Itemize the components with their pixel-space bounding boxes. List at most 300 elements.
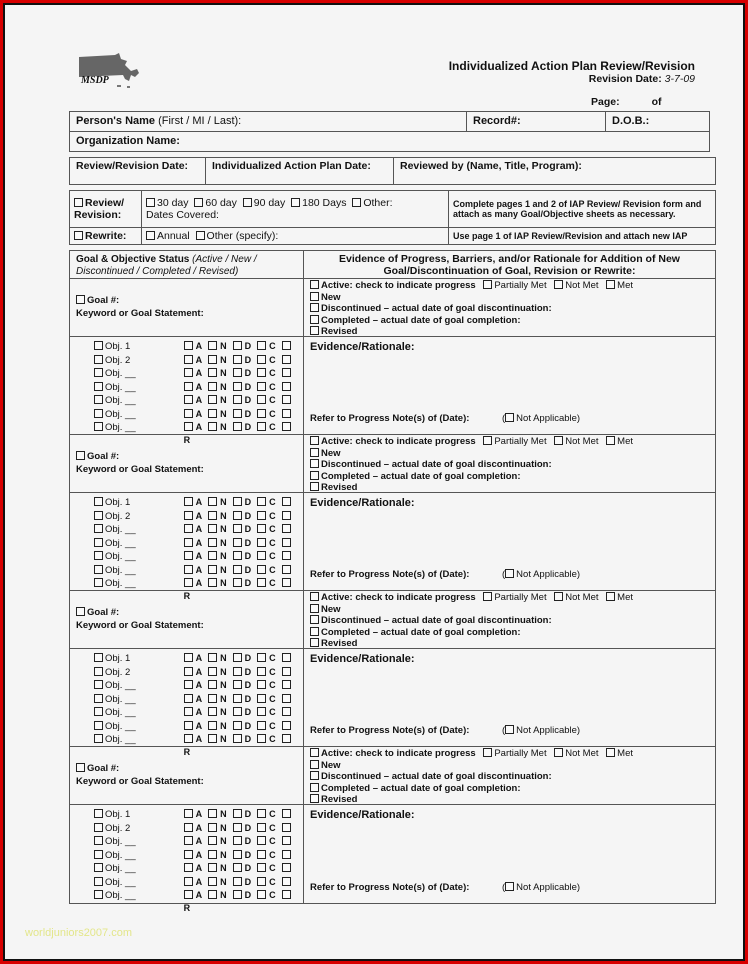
active-checkbox[interactable]: [310, 436, 319, 445]
status-code-option[interactable]: N: [208, 694, 230, 704]
status-code-checkbox[interactable]: [233, 395, 242, 404]
status-code-option[interactable]: A: [184, 578, 206, 588]
status-code-checkbox[interactable]: [208, 368, 217, 377]
goal-checkbox[interactable]: [76, 607, 85, 616]
objective-checkbox[interactable]: [94, 565, 103, 574]
status-code-checkbox[interactable]: [233, 551, 242, 560]
status-code-option[interactable]: D: [233, 565, 255, 575]
status-code-option[interactable]: A: [184, 497, 206, 507]
objective-checkbox[interactable]: [94, 863, 103, 872]
status-code-option[interactable]: N: [208, 653, 230, 663]
status-code-option[interactable]: R: [184, 422, 294, 445]
status-code-option[interactable]: A: [184, 565, 206, 575]
objective-checkbox[interactable]: [94, 355, 103, 364]
status-code-checkbox[interactable]: [282, 823, 291, 832]
status-code-option[interactable]: D: [233, 395, 255, 405]
reviewed-by-field[interactable]: Reviewed by (Name, Title, Program):: [394, 158, 716, 185]
status-code-checkbox[interactable]: [208, 809, 217, 818]
status-code-option[interactable]: C: [257, 511, 279, 521]
objective-checkbox[interactable]: [94, 823, 103, 832]
evidence-rationale-field[interactable]: [304, 493, 715, 590]
status-code-option[interactable]: N: [208, 382, 230, 392]
status-code-checkbox[interactable]: [208, 565, 217, 574]
status-code-option[interactable]: C: [257, 680, 279, 690]
status-code-checkbox[interactable]: [257, 721, 266, 730]
objective-checkbox[interactable]: [94, 551, 103, 560]
status-code-checkbox[interactable]: [184, 355, 193, 364]
status-code-checkbox[interactable]: [208, 538, 217, 547]
goal-number-field[interactable]: Goal #:: [76, 294, 297, 307]
revised-checkbox[interactable]: [310, 326, 319, 335]
status-code-option[interactable]: N: [208, 355, 230, 365]
status-code-option[interactable]: C: [257, 734, 279, 744]
status-code-checkbox[interactable]: [257, 422, 266, 431]
status-code-checkbox[interactable]: [208, 721, 217, 730]
status-code-checkbox[interactable]: [208, 667, 217, 676]
objective-label[interactable]: Obj. __: [94, 523, 184, 537]
status-code-option[interactable]: N: [208, 809, 230, 819]
status-code-checkbox[interactable]: [184, 823, 193, 832]
keyword-goal-statement[interactable]: Keyword or Goal Statement:: [76, 464, 204, 475]
objective-checkbox[interactable]: [94, 578, 103, 587]
objective-checkbox[interactable]: [94, 836, 103, 845]
objective-label[interactable]: Obj. __: [94, 693, 184, 707]
status-code-checkbox[interactable]: [282, 395, 291, 404]
objective-label[interactable]: Obj. __: [94, 537, 184, 551]
status-code-checkbox[interactable]: [184, 890, 193, 899]
not-applicable-checkbox[interactable]: [505, 725, 514, 734]
not-applicable-checkbox[interactable]: [505, 413, 514, 422]
objective-checkbox[interactable]: [94, 368, 103, 377]
status-code-checkbox[interactable]: [257, 694, 266, 703]
status-code-checkbox[interactable]: [233, 734, 242, 743]
status-code-checkbox[interactable]: [233, 850, 242, 859]
status-code-option[interactable]: N: [208, 409, 230, 419]
objective-label[interactable]: Obj. 2: [94, 666, 184, 680]
status-code-checkbox[interactable]: [257, 551, 266, 560]
partially-met-checkbox[interactable]: [483, 436, 492, 445]
keyword-goal-statement[interactable]: Keyword or Goal Statement:: [76, 776, 204, 787]
status-code-checkbox[interactable]: [184, 395, 193, 404]
not-applicable-checkbox[interactable]: [505, 882, 514, 891]
status-code-checkbox[interactable]: [282, 863, 291, 872]
objective-label[interactable]: Obj. 1: [94, 808, 184, 822]
status-code-option[interactable]: C: [257, 578, 279, 588]
status-code-checkbox[interactable]: [257, 707, 266, 716]
status-code-option[interactable]: D: [233, 341, 255, 351]
status-code-option[interactable]: C: [257, 355, 279, 365]
revised-checkbox[interactable]: [310, 638, 319, 647]
objective-checkbox[interactable]: [94, 667, 103, 676]
objective-label[interactable]: Obj. __: [94, 381, 184, 395]
objective-label[interactable]: Obj. __: [94, 564, 184, 578]
objective-checkbox[interactable]: [94, 382, 103, 391]
status-code-checkbox[interactable]: [257, 395, 266, 404]
review-checkbox[interactable]: [74, 198, 83, 207]
goal-number-field[interactable]: Goal #:: [76, 606, 297, 619]
status-code-option[interactable]: N: [208, 565, 230, 575]
rewrite-option[interactable]: Rewrite:: [70, 228, 142, 245]
status-code-checkbox[interactable]: [184, 551, 193, 560]
status-code-option[interactable]: C: [257, 863, 279, 873]
status-code-checkbox[interactable]: [233, 836, 242, 845]
status-code-option[interactable]: N: [208, 578, 230, 588]
status-code-option[interactable]: N: [208, 422, 230, 432]
status-code-option[interactable]: A: [184, 836, 206, 846]
status-code-option[interactable]: A: [184, 382, 206, 392]
status-code-option[interactable]: A: [184, 707, 206, 717]
status-code-option[interactable]: C: [257, 395, 279, 405]
status-code-checkbox[interactable]: [282, 497, 291, 506]
status-code-option[interactable]: D: [233, 538, 255, 548]
status-code-option[interactable]: A: [184, 850, 206, 860]
status-code-checkbox[interactable]: [184, 578, 193, 587]
status-code-checkbox[interactable]: [257, 409, 266, 418]
status-code-option[interactable]: D: [233, 355, 255, 365]
status-code-checkbox[interactable]: [233, 578, 242, 587]
objective-label[interactable]: Obj. __: [94, 862, 184, 876]
status-code-checkbox[interactable]: [184, 863, 193, 872]
status-code-option[interactable]: C: [257, 850, 279, 860]
status-code-checkbox[interactable]: [208, 823, 217, 832]
evidence-rationale-field[interactable]: [304, 649, 715, 746]
status-code-option[interactable]: A: [184, 694, 206, 704]
status-code-checkbox[interactable]: [184, 809, 193, 818]
status-code-option[interactable]: C: [257, 382, 279, 392]
revised-checkbox[interactable]: [310, 794, 319, 803]
checkbox-180-days[interactable]: [291, 198, 300, 207]
status-code-checkbox[interactable]: [233, 524, 242, 533]
status-code-checkbox[interactable]: [184, 538, 193, 547]
status-code-option[interactable]: N: [208, 680, 230, 690]
status-code-checkbox[interactable]: [233, 890, 242, 899]
objective-label[interactable]: Obj. __: [94, 408, 184, 422]
status-code-checkbox[interactable]: [208, 850, 217, 859]
status-code-checkbox[interactable]: [282, 565, 291, 574]
status-code-checkbox[interactable]: [233, 497, 242, 506]
discontinued-checkbox[interactable]: [310, 615, 319, 624]
status-code-option[interactable]: D: [233, 890, 255, 900]
status-code-checkbox[interactable]: [208, 355, 217, 364]
status-code-option[interactable]: D: [233, 809, 255, 819]
status-code-checkbox[interactable]: [233, 382, 242, 391]
status-code-checkbox[interactable]: [257, 850, 266, 859]
objective-label[interactable]: Obj. 2: [94, 354, 184, 368]
status-code-checkbox[interactable]: [282, 368, 291, 377]
discontinued-checkbox[interactable]: [310, 303, 319, 312]
status-code-checkbox[interactable]: [257, 667, 266, 676]
status-code-option[interactable]: D: [233, 680, 255, 690]
objective-checkbox[interactable]: [94, 890, 103, 899]
status-code-option[interactable]: A: [184, 422, 206, 432]
status-code-checkbox[interactable]: [257, 680, 266, 689]
status-code-option[interactable]: A: [184, 721, 206, 731]
completed-checkbox[interactable]: [310, 471, 319, 480]
checkbox-90-day[interactable]: [243, 198, 252, 207]
status-code-option[interactable]: C: [257, 836, 279, 846]
status-code-checkbox[interactable]: [257, 355, 266, 364]
status-code-option[interactable]: D: [233, 850, 255, 860]
status-code-option[interactable]: N: [208, 823, 230, 833]
not-met-checkbox[interactable]: [554, 280, 563, 289]
objective-checkbox[interactable]: [94, 538, 103, 547]
status-code-option[interactable]: N: [208, 890, 230, 900]
status-code-option[interactable]: C: [257, 409, 279, 419]
status-code-checkbox[interactable]: [282, 809, 291, 818]
objective-checkbox[interactable]: [94, 694, 103, 703]
objective-checkbox[interactable]: [94, 850, 103, 859]
status-code-checkbox[interactable]: [233, 565, 242, 574]
status-code-option[interactable]: C: [257, 422, 279, 432]
objective-label[interactable]: Obj. 1: [94, 496, 184, 510]
review-date-field[interactable]: Review/Revision Date:: [70, 158, 206, 185]
active-checkbox[interactable]: [310, 280, 319, 289]
status-code-checkbox[interactable]: [184, 409, 193, 418]
status-code-option[interactable]: D: [233, 863, 255, 873]
status-code-checkbox[interactable]: [208, 734, 217, 743]
status-code-checkbox[interactable]: [208, 511, 217, 520]
status-code-checkbox[interactable]: [208, 694, 217, 703]
evidence-rationale-field[interactable]: [304, 805, 715, 903]
status-code-checkbox[interactable]: [233, 653, 242, 662]
status-code-checkbox[interactable]: [208, 707, 217, 716]
status-code-checkbox[interactable]: [282, 355, 291, 364]
objective-label[interactable]: Obj. __: [94, 679, 184, 693]
status-code-option[interactable]: A: [184, 409, 206, 419]
status-code-option[interactable]: C: [257, 877, 279, 887]
status-code-checkbox[interactable]: [233, 877, 242, 886]
status-code-checkbox[interactable]: [233, 368, 242, 377]
objective-label[interactable]: Obj. __: [94, 550, 184, 564]
status-code-checkbox[interactable]: [208, 395, 217, 404]
status-code-option[interactable]: N: [208, 836, 230, 846]
met-checkbox[interactable]: [606, 592, 615, 601]
status-code-option[interactable]: A: [184, 341, 206, 351]
status-code-checkbox[interactable]: [282, 694, 291, 703]
status-code-checkbox[interactable]: [257, 877, 266, 886]
status-code-checkbox[interactable]: [257, 511, 266, 520]
status-code-checkbox[interactable]: [184, 422, 193, 431]
status-code-checkbox[interactable]: [282, 524, 291, 533]
objective-label[interactable]: Obj. __: [94, 706, 184, 720]
status-code-checkbox[interactable]: [233, 707, 242, 716]
status-code-option[interactable]: D: [233, 422, 255, 432]
status-code-checkbox[interactable]: [257, 341, 266, 350]
objective-checkbox[interactable]: [94, 721, 103, 730]
status-code-checkbox[interactable]: [233, 341, 242, 350]
not-applicable-option[interactable]: ( Not Applicable): [502, 569, 581, 580]
checkbox-annual[interactable]: [146, 231, 155, 240]
not-applicable-option[interactable]: ( Not Applicable): [502, 725, 581, 736]
discontinued-checkbox[interactable]: [310, 771, 319, 780]
rewrite-checkbox[interactable]: [74, 231, 83, 240]
objective-checkbox[interactable]: [94, 877, 103, 886]
objective-checkbox[interactable]: [94, 707, 103, 716]
status-code-option[interactable]: C: [257, 890, 279, 900]
status-code-checkbox[interactable]: [184, 734, 193, 743]
status-code-option[interactable]: N: [208, 863, 230, 873]
status-code-option[interactable]: N: [208, 734, 230, 744]
status-code-checkbox[interactable]: [208, 524, 217, 533]
status-code-checkbox[interactable]: [257, 524, 266, 533]
status-code-option[interactable]: A: [184, 734, 206, 744]
status-code-option[interactable]: C: [257, 707, 279, 717]
discontinued-checkbox[interactable]: [310, 459, 319, 468]
status-code-option[interactable]: R: [184, 890, 294, 913]
dates-covered-field[interactable]: Dates Covered:: [146, 209, 219, 221]
status-code-checkbox[interactable]: [257, 734, 266, 743]
status-code-checkbox[interactable]: [257, 890, 266, 899]
status-code-checkbox[interactable]: [257, 653, 266, 662]
status-code-checkbox[interactable]: [282, 850, 291, 859]
status-code-option[interactable]: D: [233, 836, 255, 846]
status-code-option[interactable]: D: [233, 707, 255, 717]
status-code-checkbox[interactable]: [233, 823, 242, 832]
status-code-option[interactable]: D: [233, 524, 255, 534]
status-code-option[interactable]: A: [184, 877, 206, 887]
status-code-checkbox[interactable]: [208, 341, 217, 350]
status-code-option[interactable]: C: [257, 653, 279, 663]
status-code-option[interactable]: A: [184, 890, 206, 900]
status-code-checkbox[interactable]: [257, 836, 266, 845]
status-code-checkbox[interactable]: [233, 680, 242, 689]
status-code-option[interactable]: D: [233, 368, 255, 378]
keyword-goal-statement[interactable]: Keyword or Goal Statement:: [76, 620, 204, 631]
status-code-option[interactable]: D: [233, 511, 255, 521]
status-code-option[interactable]: N: [208, 538, 230, 548]
status-code-checkbox[interactable]: [257, 809, 266, 818]
status-code-option[interactable]: D: [233, 734, 255, 744]
status-code-option[interactable]: A: [184, 823, 206, 833]
status-code-option[interactable]: A: [184, 368, 206, 378]
status-code-option[interactable]: N: [208, 524, 230, 534]
review-revision-option[interactable]: Review/ Revision:: [70, 191, 142, 228]
met-checkbox[interactable]: [606, 748, 615, 757]
status-code-checkbox[interactable]: [257, 382, 266, 391]
status-code-option[interactable]: A: [184, 809, 206, 819]
status-code-checkbox[interactable]: [233, 355, 242, 364]
status-code-checkbox[interactable]: [184, 680, 193, 689]
status-code-checkbox[interactable]: [208, 551, 217, 560]
objective-label[interactable]: Obj. __: [94, 421, 184, 435]
not-applicable-option[interactable]: ( Not Applicable): [502, 413, 581, 424]
organization-name-field[interactable]: Organization Name:: [70, 132, 710, 152]
objective-label[interactable]: Obj. __: [94, 394, 184, 408]
status-code-checkbox[interactable]: [208, 680, 217, 689]
status-code-option[interactable]: D: [233, 721, 255, 731]
record-number-field[interactable]: Record#:: [467, 112, 606, 132]
status-code-checkbox[interactable]: [184, 694, 193, 703]
objective-label[interactable]: Obj. __: [94, 876, 184, 890]
new-checkbox[interactable]: [310, 448, 319, 457]
iap-date-field[interactable]: Individualized Action Plan Date:: [206, 158, 394, 185]
status-code-option[interactable]: D: [233, 382, 255, 392]
objective-label[interactable]: Obj. __: [94, 733, 184, 747]
met-checkbox[interactable]: [606, 436, 615, 445]
status-code-checkbox[interactable]: [257, 863, 266, 872]
evidence-rationale-field[interactable]: [304, 337, 715, 434]
objective-label[interactable]: Obj. 1: [94, 652, 184, 666]
objective-checkbox[interactable]: [94, 341, 103, 350]
status-code-option[interactable]: R: [184, 734, 294, 757]
not-applicable-option[interactable]: ( Not Applicable): [502, 882, 581, 893]
status-code-checkbox[interactable]: [184, 877, 193, 886]
status-code-option[interactable]: C: [257, 565, 279, 575]
objective-label[interactable]: Obj. __: [94, 889, 184, 903]
status-code-checkbox[interactable]: [208, 409, 217, 418]
status-code-checkbox[interactable]: [282, 551, 291, 560]
status-code-checkbox[interactable]: [184, 511, 193, 520]
status-code-option[interactable]: A: [184, 395, 206, 405]
status-code-checkbox[interactable]: [184, 653, 193, 662]
status-code-checkbox[interactable]: [184, 382, 193, 391]
status-code-checkbox[interactable]: [233, 511, 242, 520]
status-code-checkbox[interactable]: [208, 863, 217, 872]
status-code-checkbox[interactable]: [257, 538, 266, 547]
objective-label[interactable]: Obj. 2: [94, 510, 184, 524]
status-code-option[interactable]: N: [208, 368, 230, 378]
status-code-checkbox[interactable]: [257, 497, 266, 506]
status-code-checkbox[interactable]: [282, 836, 291, 845]
status-code-option[interactable]: C: [257, 809, 279, 819]
status-code-option[interactable]: A: [184, 653, 206, 663]
status-code-option[interactable]: C: [257, 823, 279, 833]
not-met-checkbox[interactable]: [554, 592, 563, 601]
goal-checkbox[interactable]: [76, 451, 85, 460]
status-code-option[interactable]: A: [184, 667, 206, 677]
status-code-checkbox[interactable]: [233, 409, 242, 418]
status-code-option[interactable]: D: [233, 409, 255, 419]
completed-checkbox[interactable]: [310, 627, 319, 636]
not-met-checkbox[interactable]: [554, 436, 563, 445]
dob-field[interactable]: D.O.B.:: [606, 112, 710, 132]
objective-checkbox[interactable]: [94, 395, 103, 404]
status-code-checkbox[interactable]: [208, 890, 217, 899]
goal-checkbox[interactable]: [76, 763, 85, 772]
status-code-option[interactable]: A: [184, 524, 206, 534]
objective-checkbox[interactable]: [94, 680, 103, 689]
objective-label[interactable]: Obj. __: [94, 720, 184, 734]
status-code-checkbox[interactable]: [282, 721, 291, 730]
status-code-checkbox[interactable]: [184, 341, 193, 350]
status-code-option[interactable]: D: [233, 653, 255, 663]
status-code-option[interactable]: N: [208, 497, 230, 507]
status-code-option[interactable]: C: [257, 368, 279, 378]
partially-met-checkbox[interactable]: [483, 748, 492, 757]
keyword-goal-statement[interactable]: Keyword or Goal Statement:: [76, 308, 204, 319]
status-code-checkbox[interactable]: [233, 422, 242, 431]
status-code-checkbox[interactable]: [208, 836, 217, 845]
status-code-checkbox[interactable]: [184, 721, 193, 730]
objective-label[interactable]: Obj. 1: [94, 340, 184, 354]
objective-checkbox[interactable]: [94, 511, 103, 520]
status-code-option[interactable]: A: [184, 863, 206, 873]
objective-label[interactable]: Obj. 2: [94, 822, 184, 836]
objective-checkbox[interactable]: [94, 809, 103, 818]
status-code-checkbox[interactable]: [184, 850, 193, 859]
status-code-option[interactable]: N: [208, 877, 230, 887]
status-code-checkbox[interactable]: [184, 565, 193, 574]
objective-checkbox[interactable]: [94, 734, 103, 743]
status-code-checkbox[interactable]: [282, 877, 291, 886]
objective-checkbox[interactable]: [94, 653, 103, 662]
completed-checkbox[interactable]: [310, 783, 319, 792]
status-code-option[interactable]: C: [257, 341, 279, 351]
status-code-checkbox[interactable]: [282, 341, 291, 350]
status-code-checkbox[interactable]: [257, 578, 266, 587]
status-code-option[interactable]: N: [208, 850, 230, 860]
status-code-checkbox[interactable]: [184, 497, 193, 506]
